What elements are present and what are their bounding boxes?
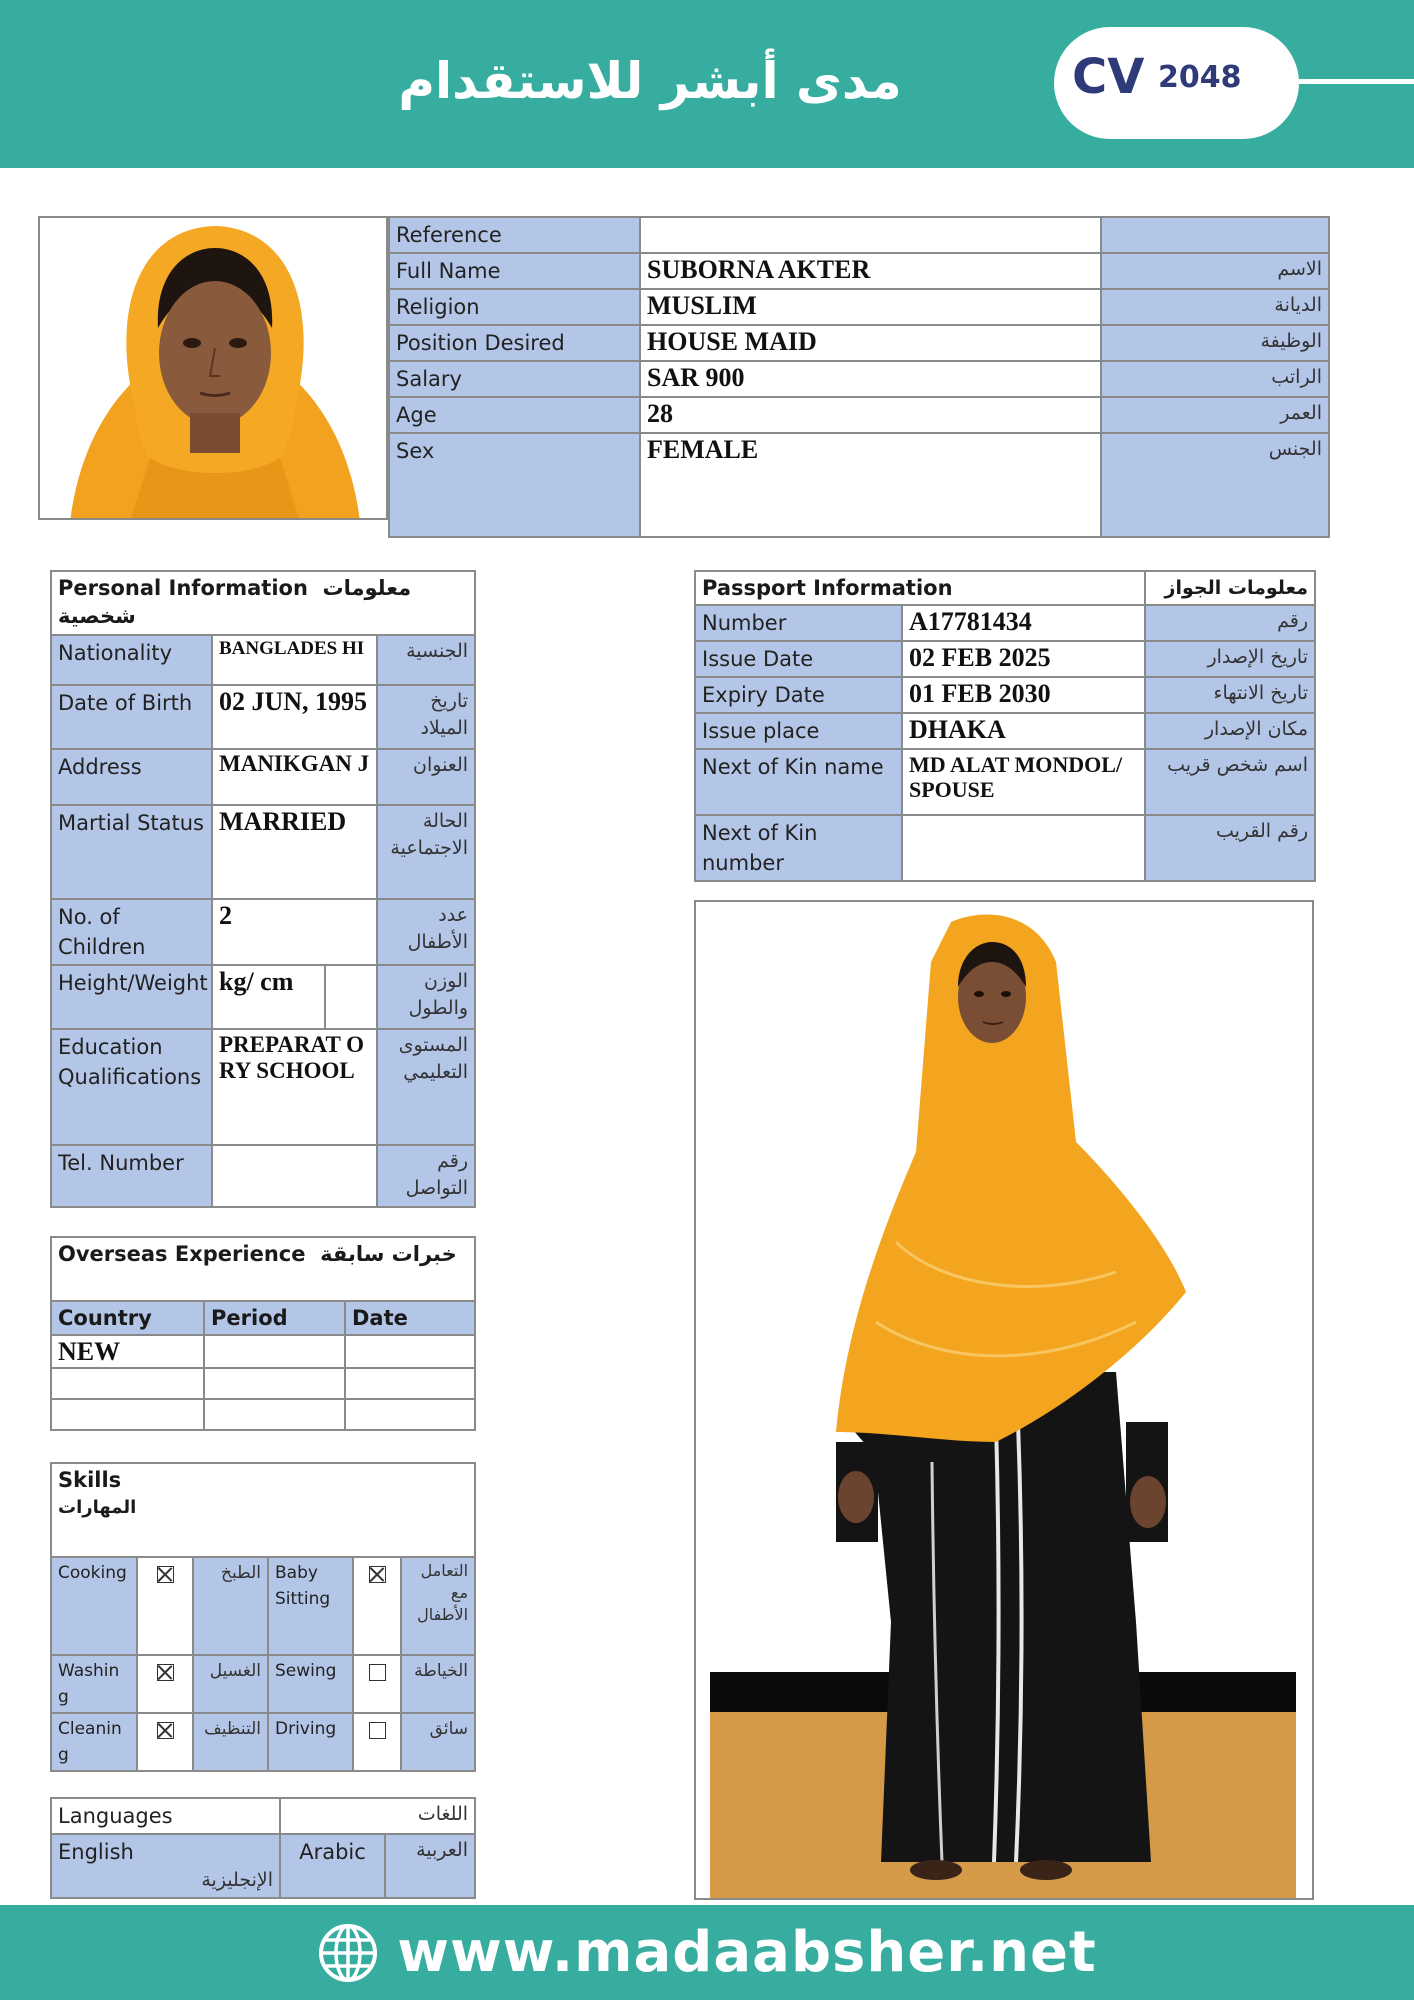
reference-label-ar	[1101, 217, 1329, 253]
overseas-title-ar: خبرات سابقة	[320, 1242, 457, 1266]
salary-label-ar: الراتب	[1101, 361, 1329, 397]
age-value: 28	[640, 397, 1101, 433]
dob-label: Date of Birth	[51, 685, 212, 749]
skills-row	[51, 1557, 475, 1655]
language-english	[51, 1834, 280, 1898]
sex-label-ar: الجنس	[1101, 433, 1329, 537]
skill-babysitting-label: Baby Sitting	[268, 1557, 353, 1655]
nationality-label: Nationality	[51, 635, 212, 685]
languages-title: Languages	[51, 1798, 280, 1834]
issue-place-label-ar: مكان الإصدار	[1145, 713, 1315, 749]
overseas-cell	[345, 1368, 475, 1399]
header-bar	[0, 0, 1414, 168]
religion-value: MUSLIM	[640, 289, 1101, 325]
next-of-kin-number-label-ar: رقم القريب	[1145, 815, 1315, 881]
overseas-title: Overseas Experience	[58, 1242, 306, 1266]
passport-info-title: Passport Information	[695, 571, 1145, 605]
skills-title-ar: المهارات	[58, 1497, 137, 1518]
full-body-image	[696, 902, 1314, 1900]
sex-value: FEMALE	[640, 433, 1101, 537]
skill-driving-label: Driving	[268, 1713, 353, 1771]
children-label-ar: عدد الأطفال	[377, 899, 475, 965]
issue-date-label: Issue Date	[695, 641, 902, 677]
position-label: Position Desired	[389, 325, 640, 361]
position-label-ar: الوظيفة	[1101, 325, 1329, 361]
header-divider	[1299, 79, 1414, 84]
skills-title: Skills	[58, 1468, 122, 1492]
basic-info-table	[388, 216, 1330, 538]
education-label: Education Qualifications	[51, 1029, 212, 1145]
passport-info-table	[694, 570, 1316, 882]
expiry-date-value: 01 FEB 2030	[902, 677, 1145, 713]
overseas-cell: NEW	[51, 1335, 204, 1368]
tel-label: Tel. Number	[51, 1145, 212, 1207]
agency-title: مدى أبشر للاستقدام	[398, 52, 902, 110]
height-weight-extra	[325, 965, 377, 1029]
religion-label: Religion	[389, 289, 640, 325]
overseas-experience-table	[50, 1236, 476, 1431]
skills-table	[50, 1462, 476, 1772]
overseas-cell	[345, 1335, 475, 1368]
skill-cooking-label-ar: الطبخ	[193, 1557, 268, 1655]
tel-value	[212, 1145, 377, 1207]
passport-number-value: A17781434	[902, 605, 1145, 641]
reference-label: Reference	[389, 217, 640, 253]
cv-number: 2048	[1158, 60, 1242, 95]
issue-date-label-ar: تاريخ الإصدار	[1145, 641, 1315, 677]
footer-bar	[0, 1905, 1414, 2000]
portrait-image	[40, 218, 388, 520]
religion-label-ar: الديانة	[1101, 289, 1329, 325]
issue-date-value: 02 FEB 2025	[902, 641, 1145, 677]
expiry-date-label-ar: تاريخ الانتهاء	[1145, 677, 1315, 713]
languages-table	[50, 1797, 476, 1899]
sex-label: Sex	[389, 433, 640, 537]
full-body-photo	[694, 900, 1314, 1900]
dob-value: 02 JUN, 1995	[212, 685, 377, 749]
overseas-header	[51, 1237, 475, 1301]
overseas-col-period: Period	[204, 1301, 345, 1335]
tel-label-ar: رقم التواصل	[377, 1145, 475, 1207]
salary-value: SAR 900	[640, 361, 1101, 397]
salary-label: Salary	[389, 361, 640, 397]
age-label: Age	[389, 397, 640, 433]
height-weight-label: Height/Weight	[51, 965, 212, 1029]
skill-cleaning-checkbox[interactable]	[137, 1713, 193, 1771]
globe-icon	[317, 1922, 379, 1984]
skill-washing-label: Washing	[51, 1655, 137, 1713]
marital-label: Martial Status	[51, 805, 212, 899]
overseas-cell	[204, 1399, 345, 1430]
education-value: PREPARAT O RY SCHOOL	[212, 1029, 377, 1145]
skill-sewing-checkbox[interactable]	[353, 1655, 401, 1713]
marital-value: MARRIED	[212, 805, 377, 899]
table-row	[51, 1368, 475, 1399]
next-of-kin-number-value	[902, 815, 1145, 881]
children-value: 2	[212, 899, 377, 965]
skill-cooking-label: Cooking	[51, 1557, 137, 1655]
height-weight-label-ar: الوزن والطول	[377, 965, 475, 1029]
cv-badge	[1054, 27, 1299, 139]
overseas-cell	[204, 1368, 345, 1399]
skills-header	[51, 1463, 475, 1557]
skill-sewing-label: Sewing	[268, 1655, 353, 1713]
languages-title-ar: اللغات	[280, 1798, 475, 1834]
table-row	[51, 1335, 475, 1368]
nationality-label-ar: الجنسية	[377, 635, 475, 685]
skills-row	[51, 1713, 475, 1771]
personal-info-header	[51, 571, 475, 635]
age-label-ar: العمر	[1101, 397, 1329, 433]
full-name-label: Full Name	[389, 253, 640, 289]
dob-label-ar: تاريخ الميلاد	[377, 685, 475, 749]
issue-place-label: Issue place	[695, 713, 902, 749]
footer-content	[0, 1905, 1414, 2000]
cv-label: CV	[1072, 49, 1145, 105]
next-of-kin-name-value: MD ALAT MONDOL/ SPOUSE	[902, 749, 1145, 815]
language-arabic-label: Arabic	[280, 1834, 385, 1898]
overseas-cell	[345, 1399, 475, 1430]
table-row	[51, 1399, 475, 1430]
overseas-cell	[204, 1335, 345, 1368]
issue-place-value: DHAKA	[902, 713, 1145, 749]
skill-sewing-label-ar: الخياطة	[401, 1655, 475, 1713]
personal-info-table	[50, 570, 476, 1208]
language-english-label-ar: الإنجليزية	[201, 1869, 273, 1891]
checkbox-checked-icon	[157, 1722, 174, 1739]
skill-washing-checkbox[interactable]	[137, 1655, 193, 1713]
skill-cleaning-label: Cleaning	[51, 1713, 137, 1771]
skill-babysitting-checkbox[interactable]	[353, 1557, 401, 1655]
address-value: MANIKGAN J	[212, 749, 377, 805]
next-of-kin-name-label: Next of Kin name	[695, 749, 902, 815]
checkbox-empty-icon	[369, 1664, 386, 1681]
passport-number-label: Number	[695, 605, 902, 641]
reference-value	[640, 217, 1101, 253]
next-of-kin-name-label-ar: اسم شخص قريب	[1145, 749, 1315, 815]
overseas-col-date: Date	[345, 1301, 475, 1335]
portrait-photo	[38, 216, 388, 520]
checkbox-empty-icon	[369, 1722, 386, 1739]
skills-row	[51, 1655, 475, 1713]
full-name-label-ar: الاسم	[1101, 253, 1329, 289]
full-name-value: SUBORNA AKTER	[640, 253, 1101, 289]
overseas-cell	[51, 1368, 204, 1399]
overseas-cell	[51, 1399, 204, 1430]
language-english-label: English	[58, 1840, 134, 1864]
children-label: No. of Children	[51, 899, 212, 965]
next-of-kin-number-label: Next of Kin number	[695, 815, 902, 881]
language-arabic-label-ar: العربية	[385, 1834, 475, 1898]
personal-info-title: Personal Information	[58, 576, 308, 600]
skill-cooking-checkbox[interactable]	[137, 1557, 193, 1655]
passport-info-title-ar: معلومات الجواز	[1145, 571, 1315, 605]
passport-number-label-ar: رقم	[1145, 605, 1315, 641]
address-label-ar: العنوان	[377, 749, 475, 805]
checkbox-checked-icon	[157, 1664, 174, 1681]
personal-info-title-ar: معلومات شخصية	[58, 576, 412, 628]
checkbox-checked-icon	[369, 1566, 386, 1583]
marital-label-ar: الحالة الاجتماعية	[377, 805, 475, 899]
skill-washing-label-ar: الغسيل	[193, 1655, 268, 1713]
height-weight-value: kg/ cm	[212, 965, 325, 1029]
position-value: HOUSE MAID	[640, 325, 1101, 361]
skill-babysitting-label-ar: التعامل مع الأطفال	[401, 1557, 475, 1655]
nationality-value: BANGLADES HI	[212, 635, 377, 685]
address-label: Address	[51, 749, 212, 805]
overseas-col-country: Country	[51, 1301, 204, 1335]
skill-driving-checkbox[interactable]	[353, 1713, 401, 1771]
skill-driving-label-ar: سائق	[401, 1713, 475, 1771]
checkbox-checked-icon	[157, 1566, 174, 1583]
skill-cleaning-label-ar: التنظيف	[193, 1713, 268, 1771]
website-url[interactable]: www.madaabsher.net	[397, 1920, 1097, 1985]
expiry-date-label: Expiry Date	[695, 677, 902, 713]
education-label-ar: المستوى التعليمي	[377, 1029, 475, 1145]
